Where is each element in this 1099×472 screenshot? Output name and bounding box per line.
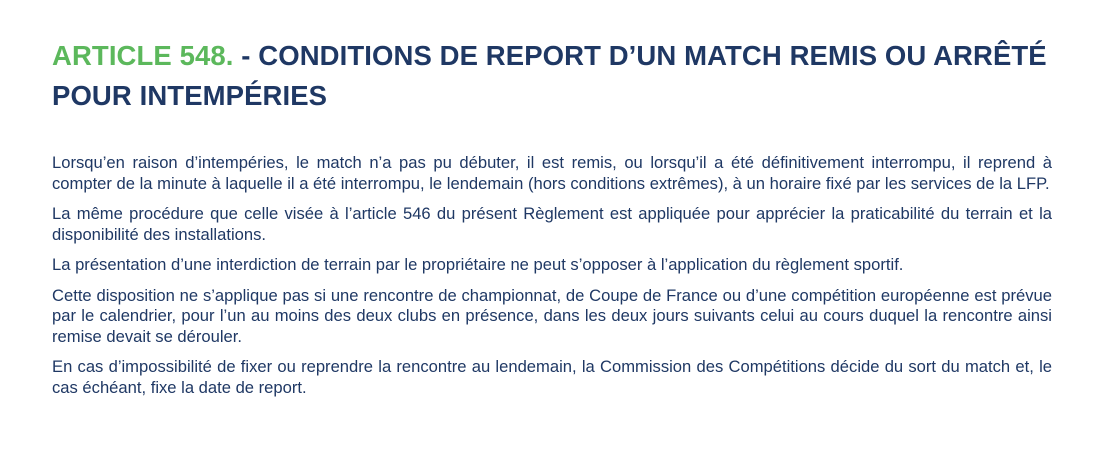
- paragraph-1: Lorsqu’en raison d’intempéries, le match n’a pas pu débuter, il est remis, ou lorsqu’il a été définitivement interrompu, il reprend à compter de la minute à laquelle il a été interrompu, le lendemain (hors conditions extrêmes), à un horaire fixé par les services de la LFP.: [52, 153, 1052, 193]
- paragraph-3: La présentation d’une interdiction de terrain par le propriétaire ne peut s’opposer à l’application du règlement sportif.: [52, 255, 904, 274]
- article-title: - CONDITIONS DE REPORT D’UN MATCH REMIS OU ARRÊTÉ POUR INTEMPÉRIES: [52, 40, 1047, 111]
- paragraph-2: La même procédure que celle visée à l’article 546 du présent Règlement est appliquée pour apprécier la praticabilité du terrain et la disponibilité des installations.: [52, 204, 1052, 244]
- article-number: ARTICLE 548.: [52, 40, 234, 71]
- document-page: [52, 36, 1052, 408]
- article-heading: [52, 36, 1052, 116]
- paragraph-4: Cette disposition ne s’applique pas si une rencontre de championnat, de Coupe de France ou d’une compétition européenne est prévue par le calendrier, pour l’un au moins des deux clubs en présence, dans les deux jours suivants celui au cours duquel la rencontre ainsi remise devait se dérouler.: [52, 285, 1052, 346]
- article-body: [52, 153, 1052, 398]
- paragraph-5: En cas d’impossibilité de fixer ou reprendre la rencontre au lendemain, la Commission des Compétitions décide du sort du match et, le cas échéant, fixe la date de report.: [52, 357, 1052, 397]
